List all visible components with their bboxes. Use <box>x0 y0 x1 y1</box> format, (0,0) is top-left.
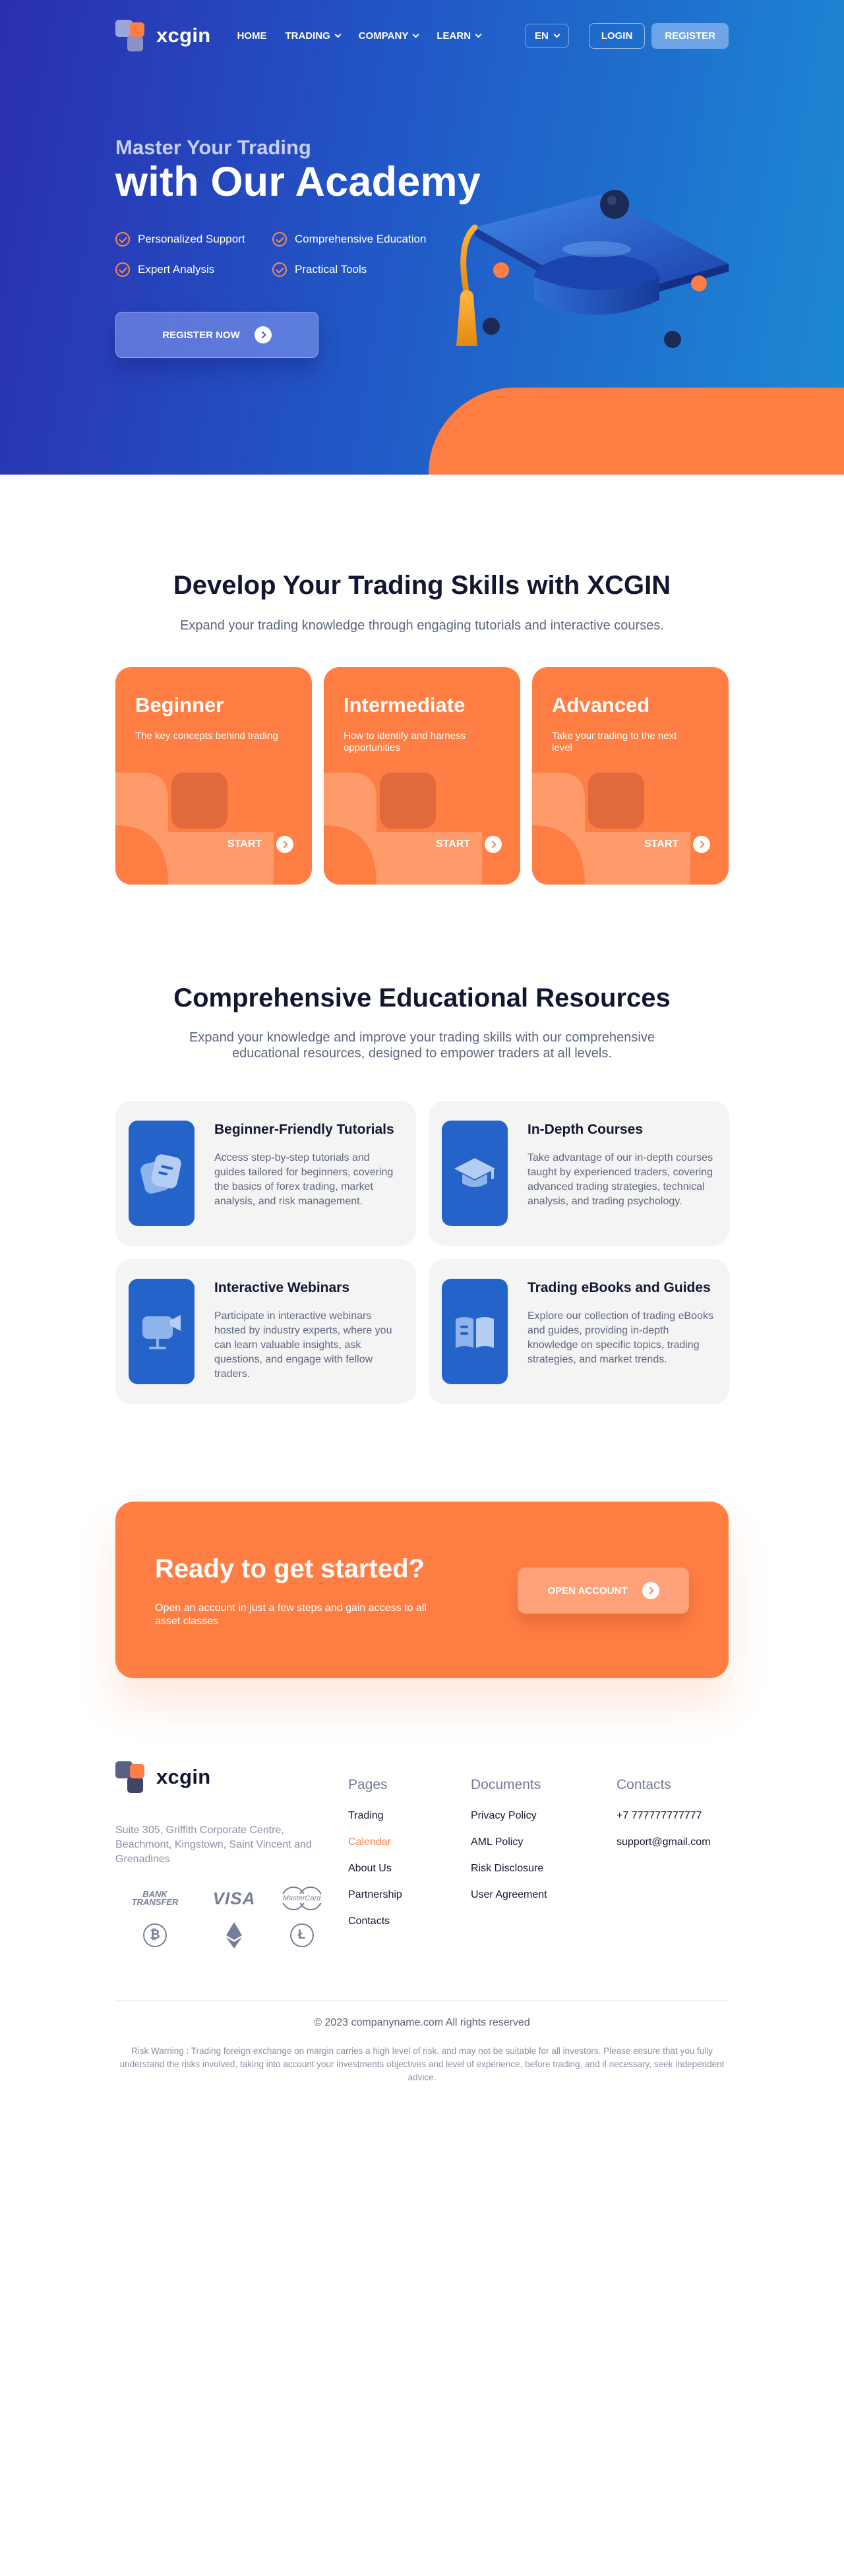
visa-icon <box>195 1884 274 1913</box>
graduation-cap-icon <box>442 1121 508 1226</box>
feature-item <box>115 262 272 277</box>
payment-methods <box>115 1884 330 1950</box>
hero-title: with Our Academy <box>115 159 481 205</box>
bitcoin-icon: ₿ <box>115 1921 195 1950</box>
level-card-intermediate[interactable] <box>324 667 520 885</box>
skills-subtitle: Expand your trading knowledge through engaging tutorials and interactive courses. <box>180 618 664 633</box>
nav-home-label: HOME <box>237 30 267 42</box>
feature-item <box>115 232 272 247</box>
resource-description: Explore our collection of trading eBooks and guides, providing in-depth knowledge on specific topics, trading strategies, and market trends. <box>528 1310 713 1365</box>
register-now-label: REGISTER NOW <box>162 329 240 341</box>
check-circle-icon <box>115 262 130 277</box>
resource-title: Beginner-Friendly Tutorials <box>214 1122 394 1137</box>
resource-description: Take advantage of our in-depth courses taught by experienced traders, covering advanced trading strategies, technical analysis, and trading psychology. <box>528 1152 713 1207</box>
open-account-label: OPEN ACCOUNT <box>547 1585 628 1596</box>
book-icon <box>442 1279 508 1384</box>
footer-column-title: Pages <box>348 1777 388 1792</box>
hero-section <box>0 0 844 475</box>
resources-subtitle: Expand your knowledge and improve your trading skills with our comprehensive educational resources, designed to empower traders at all levels. <box>189 1030 655 1061</box>
footer-divider <box>115 2000 729 2001</box>
level-card-advanced[interactable] <box>532 667 729 885</box>
login-button[interactable]: LOGIN <box>589 23 646 49</box>
level-title: Advanced <box>552 693 650 717</box>
register-now-button[interactable] <box>115 312 318 358</box>
level-description: Take your trading to the next level <box>552 730 677 753</box>
hero-feature-list <box>115 232 444 277</box>
decorative-shape-icon <box>532 773 690 885</box>
resource-title: Interactive Webinars <box>214 1280 350 1295</box>
level-title: Beginner <box>135 693 224 717</box>
nav-company[interactable] <box>359 30 419 42</box>
start-button[interactable] <box>644 836 710 853</box>
logo-text: xcgin <box>156 24 211 47</box>
resource-title: Trading eBooks and Guides <box>528 1280 711 1295</box>
level-card-beginner[interactable] <box>115 667 312 885</box>
footer-link-phone[interactable]: +7 777777777777 <box>617 1810 702 1821</box>
copyright: © 2023 companyname.com All rights reserved <box>314 2017 530 2028</box>
arrow-right-icon <box>485 836 502 853</box>
arrow-right-icon <box>642 1582 659 1599</box>
start-label: START <box>644 838 679 850</box>
level-description: The key concepts behind trading <box>135 730 278 742</box>
nav-trading[interactable] <box>285 30 340 42</box>
resource-card-courses[interactable] <box>429 1101 729 1246</box>
resource-description: Access step-by-step tutorials and guides tailored for beginners, covering the basics of forex trading, market analysis, and risk management. <box>214 1152 394 1207</box>
footer-link-risk-disclosure[interactable]: Risk Disclosure <box>471 1863 544 1874</box>
feature-item <box>272 262 444 277</box>
resource-description: Participate in interactive webinars hosted by industry experts, where you can learn valuable insights, ask questions, and engage with fellow traders. <box>214 1310 392 1380</box>
footer-link-user-agreement[interactable]: User Agreement <box>471 1889 547 1900</box>
start-button[interactable] <box>227 836 293 853</box>
hero-subtitle: Master Your Trading <box>115 136 311 159</box>
logo-icon <box>115 1761 147 1793</box>
decorative-shape-icon <box>324 773 482 885</box>
feature-label: Comprehensive Education <box>295 233 427 245</box>
hero-orange-shape <box>429 388 844 475</box>
check-circle-icon <box>272 232 287 247</box>
feature-label: Practical Tools <box>295 263 367 276</box>
resource-card-ebooks[interactable] <box>429 1259 729 1404</box>
nav-company-label: COMPANY <box>358 30 409 42</box>
mastercard-icon <box>274 1884 330 1913</box>
get-started-title: Ready to get started? <box>155 1554 425 1583</box>
risk-warning: Risk Warning : Trading foreign exchange on margin carries a high level of risk, and may not be suitable for all investors. Please ensure that you fully understand the risks involved, taking into account your investments objectives and level of experience, before trading, and if necessary, seek independent advice. <box>119 2046 725 2082</box>
skills-title: Develop Your Trading Skills with XCGIN <box>173 571 671 600</box>
footer-column-title: Documents <box>471 1777 541 1792</box>
webinar-icon <box>129 1279 195 1384</box>
language-selector[interactable] <box>525 24 569 48</box>
resource-card-tutorials[interactable] <box>115 1101 416 1246</box>
open-account-button[interactable] <box>518 1567 689 1614</box>
feature-item <box>272 232 444 247</box>
footer-column-title: Contacts <box>617 1777 671 1792</box>
litecoin-icon: Ł <box>274 1921 330 1950</box>
get-started-banner <box>115 1502 729 1678</box>
mastercard-label: MasterCard <box>279 1894 325 1903</box>
main-menu <box>237 30 481 42</box>
footer-link-email[interactable]: support@gmail.com <box>617 1836 711 1848</box>
logo-icon <box>115 20 147 51</box>
notes-icon <box>129 1121 195 1226</box>
footer-column-documents <box>471 1777 547 1916</box>
footer-link-trading[interactable]: Trading <box>348 1810 384 1821</box>
check-circle-icon <box>115 232 130 247</box>
nav-learn[interactable] <box>437 30 481 42</box>
arrow-right-icon <box>276 836 293 853</box>
level-description: How to identify and harness opportunities <box>344 730 466 753</box>
get-started-description: Open an account in just a few steps and gain access to all asset classes <box>155 1602 427 1627</box>
logo-text: xcgin <box>156 1765 211 1788</box>
footer-link-calendar[interactable]: Calendar <box>348 1836 391 1848</box>
resource-title: In-Depth Courses <box>528 1122 644 1137</box>
start-label: START <box>227 838 262 850</box>
feature-label: Expert Analysis <box>138 263 215 276</box>
footer-link-partnership[interactable]: Partnership <box>348 1889 402 1900</box>
chevron-down-icon <box>475 31 482 38</box>
footer-link-contacts[interactable]: Contacts <box>348 1916 390 1927</box>
footer-column-pages <box>348 1777 402 1942</box>
bank-transfer-icon <box>115 1884 195 1913</box>
chevron-down-icon <box>553 31 560 38</box>
footer-link-about-us[interactable]: About Us <box>348 1863 392 1874</box>
bank-transfer-label: BANK TRANSFER <box>131 1889 179 1907</box>
nav-trading-label: TRADING <box>285 30 330 42</box>
footer-logo[interactable] <box>115 1761 210 1793</box>
level-title: Intermediate <box>344 693 466 717</box>
check-circle-icon <box>272 262 287 277</box>
ethereum-icon <box>195 1921 274 1950</box>
footer-link-privacy-policy[interactable]: Privacy Policy <box>471 1810 537 1821</box>
resources-title: Comprehensive Educational Resources <box>173 983 671 1012</box>
logo[interactable] <box>115 20 210 51</box>
company-address: Suite 305, Griffith Corporate Centre, Beachmont, Kingstown, Saint Vincent and Grenadines <box>115 1825 312 1865</box>
register-button[interactable]: REGISTER <box>651 23 729 49</box>
footer-column-contacts <box>617 1777 711 1863</box>
start-label: START <box>436 838 471 850</box>
nav-learn-label: LEARN <box>437 30 471 42</box>
nav-home[interactable] <box>237 30 266 42</box>
arrow-right-icon <box>693 836 710 853</box>
resource-card-webinars[interactable] <box>115 1259 416 1404</box>
top-navigation <box>115 20 729 51</box>
graduation-cap-icon <box>455 178 732 363</box>
chevron-down-icon <box>334 31 341 38</box>
decorative-shape-icon <box>115 773 274 885</box>
arrow-right-icon <box>255 326 272 343</box>
chevron-down-icon <box>413 31 419 38</box>
footer-link-aml-policy[interactable]: AML Policy <box>471 1836 524 1848</box>
feature-label: Personalized Support <box>138 233 245 245</box>
start-button[interactable] <box>436 836 502 853</box>
visa-label: VISA <box>212 1888 256 1908</box>
language-label: EN <box>534 30 549 42</box>
